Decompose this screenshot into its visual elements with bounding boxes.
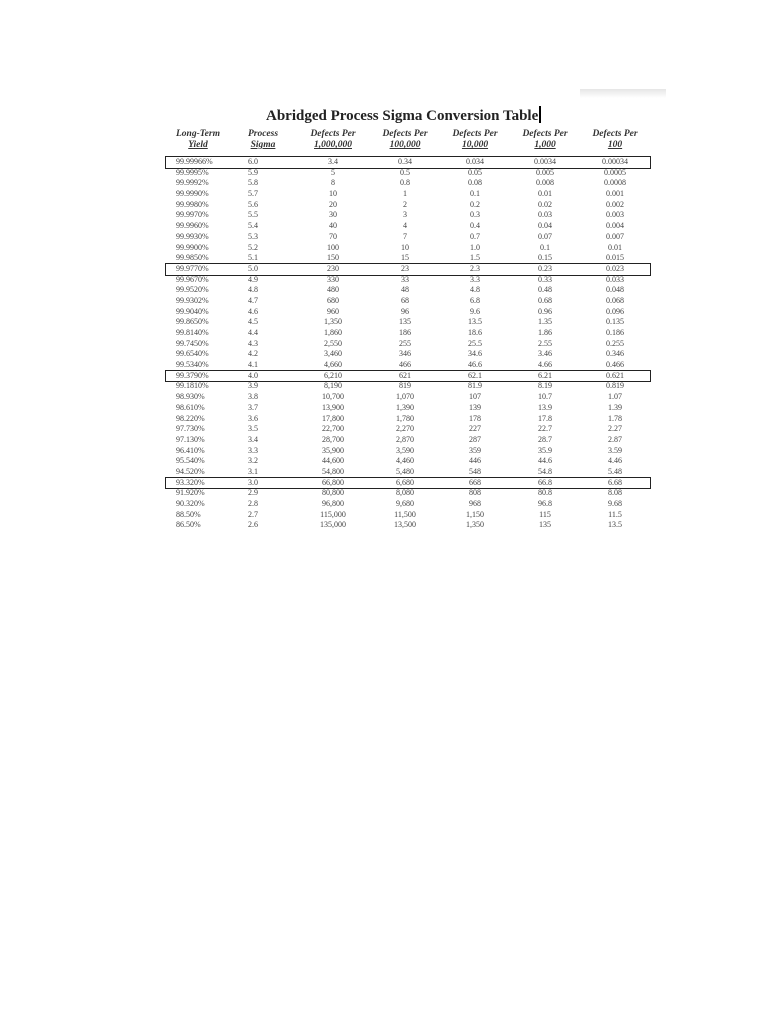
- dp100-cell: 1.39: [608, 402, 622, 412]
- sigma-cell: 4.6: [248, 306, 258, 316]
- dpmo-cell: 96,800: [322, 499, 344, 508]
- page-edge-shadow: [580, 89, 666, 98]
- table-row: [166, 317, 650, 328]
- sigma-cell: 4.5: [248, 317, 258, 327]
- yield-cell: 99.9980%: [176, 199, 209, 209]
- dp100-cell: 8.08: [608, 488, 622, 498]
- sigma-cell: 3.4: [248, 434, 258, 444]
- dp10k-cell: 46.6: [468, 360, 482, 370]
- dp10k-cell: 0.4: [470, 221, 480, 231]
- dp100-cell: 13.5: [608, 520, 622, 530]
- dpmo-cell: 44,600: [322, 456, 344, 466]
- sigma-cell: 6.0: [248, 157, 258, 166]
- dp10k-cell: 359: [469, 445, 481, 455]
- dpmo-cell: 66,800: [322, 477, 344, 487]
- dp10k-cell: 0.034: [466, 157, 484, 166]
- dp100-cell: 0.002: [606, 199, 624, 209]
- dp100k-cell: 1,780: [396, 413, 414, 423]
- dp100-cell: 5.48: [608, 466, 622, 476]
- dpmo-cell: 115,000: [320, 509, 346, 519]
- dp100k-cell: 2,870: [396, 434, 414, 444]
- dp1k-cell: 13.9: [538, 402, 552, 412]
- sigma-cell: 4.2: [248, 349, 258, 359]
- table-row: [166, 168, 650, 179]
- yield-cell: 99.1810%: [176, 381, 209, 391]
- yield-cell: 88.50%: [176, 509, 201, 519]
- table-row: [166, 349, 650, 360]
- dp10k-cell: 0.3: [470, 210, 480, 220]
- text-cursor: [539, 106, 541, 123]
- table-row: [166, 339, 650, 350]
- dpmo-cell: 30: [329, 210, 337, 220]
- table-row: [166, 446, 650, 457]
- dpmo-cell: 960: [327, 306, 339, 316]
- dp100k-cell: 33: [401, 274, 409, 284]
- sigma-conversion-table: [166, 129, 650, 531]
- dp1k-cell: 0.005: [536, 167, 554, 177]
- dp10k-cell: 1.5: [470, 253, 480, 263]
- dp1k-cell: 0.15: [538, 253, 552, 263]
- dp1k-cell: 1.86: [538, 328, 552, 337]
- table-body: [166, 157, 650, 531]
- table-row-highlighted: [166, 371, 650, 382]
- dpmo-cell: 230: [327, 263, 339, 273]
- dp10k-cell: 548: [469, 466, 481, 476]
- dpmo-cell: 8,190: [324, 381, 342, 391]
- yield-cell: 90.320%: [176, 499, 205, 508]
- dp100k-cell: 11,500: [394, 509, 416, 519]
- header-defects-per-10000: Defects Per 10,000: [452, 129, 498, 150]
- dp100-cell: 2.27: [608, 424, 622, 434]
- dp100-cell: 0.003: [606, 210, 624, 220]
- sigma-cell: 5.5: [248, 210, 258, 220]
- dpmo-cell: 4,660: [324, 360, 342, 370]
- dp10k-cell: 2.3: [470, 263, 480, 273]
- dp1k-cell: 0.1: [540, 242, 550, 252]
- table-row: [166, 253, 650, 264]
- dp100-cell: 0.007: [606, 231, 624, 241]
- dp10k-cell: 0.2: [470, 199, 480, 209]
- table-row: [166, 360, 650, 371]
- table-row: [166, 328, 650, 339]
- dp1k-cell: 0.33: [538, 274, 552, 284]
- sigma-cell: 3.2: [248, 456, 258, 466]
- dp10k-cell: 62.1: [468, 370, 482, 380]
- table-row-highlighted: [166, 478, 650, 489]
- dp1k-cell: 0.07: [538, 231, 552, 241]
- dp100-cell: 9.68: [608, 499, 622, 508]
- dp1k-cell: 10.7: [538, 392, 552, 402]
- dp1k-cell: 115: [539, 509, 551, 519]
- dp10k-cell: 808: [469, 488, 481, 498]
- dp10k-cell: 25.5: [468, 338, 482, 348]
- table-row: [166, 189, 650, 200]
- dp1k-cell: 1.35: [538, 317, 552, 327]
- dp100k-cell: 346: [399, 349, 411, 359]
- dp1k-cell: 0.0034: [534, 157, 556, 166]
- yield-cell: 96.410%: [176, 445, 205, 455]
- yield-cell: 99.9670%: [176, 274, 209, 284]
- yield-cell: 99.9970%: [176, 210, 209, 220]
- dp100k-cell: 2,270: [396, 424, 414, 434]
- dp1k-cell: 17.8: [538, 413, 552, 423]
- sigma-cell: 5.0: [248, 263, 258, 273]
- dp100-cell: 0.346: [606, 349, 624, 359]
- yield-cell: 99.9770%: [176, 263, 209, 273]
- yield-cell: 97.130%: [176, 434, 205, 444]
- yield-cell: 97.730%: [176, 424, 205, 434]
- dpmo-cell: 3,460: [324, 349, 342, 359]
- dp100k-cell: 1: [403, 189, 407, 199]
- yield-cell: 93.320%: [176, 477, 205, 487]
- dpmo-cell: 13,900: [322, 402, 344, 412]
- header-defects-per-100000: Defects Per 100,000: [382, 129, 428, 150]
- dp1k-cell: 28.7: [538, 434, 552, 444]
- dp100-cell: 0.00034: [602, 157, 628, 166]
- dp100-cell: 6.68: [608, 477, 622, 487]
- dp10k-cell: 0.05: [468, 167, 482, 177]
- dp10k-cell: 0.7: [470, 231, 480, 241]
- dp100k-cell: 5,480: [396, 466, 414, 476]
- yield-cell: 99.9995%: [176, 167, 209, 177]
- yield-cell: 98.220%: [176, 413, 205, 423]
- dp10k-cell: 1,150: [466, 509, 484, 519]
- sigma-cell: 5.7: [248, 189, 258, 199]
- table-row: [166, 285, 650, 296]
- sigma-cell: 4.4: [248, 328, 258, 337]
- dp1k-cell: 4.66: [538, 360, 552, 370]
- dp10k-cell: 3.3: [470, 274, 480, 284]
- dp100-cell: 0.004: [606, 221, 624, 231]
- sigma-cell: 3.9: [248, 381, 258, 391]
- dp100-cell: 4.46: [608, 456, 622, 466]
- table-row-highlighted: [166, 264, 650, 275]
- table-header-row: [166, 129, 650, 157]
- dp100k-cell: 68: [401, 295, 409, 305]
- dpmo-cell: 2,550: [324, 338, 342, 348]
- dp10k-cell: 0.1: [470, 189, 480, 199]
- dpmo-cell: 40: [329, 221, 337, 231]
- title-text: Abridged Process Sigma Conversion Table: [266, 108, 539, 124]
- dp100-cell: 0.01: [608, 242, 622, 252]
- dpmo-cell: 17,800: [322, 413, 344, 423]
- dp100k-cell: 8,080: [396, 488, 414, 498]
- dpmo-cell: 680: [327, 295, 339, 305]
- header-defects-per-100: Defects Per 100: [592, 129, 638, 150]
- dp100-cell: 0.0005: [604, 167, 626, 177]
- dp100-cell: 1.07: [608, 392, 622, 402]
- dp1k-cell: 0.04: [538, 221, 552, 231]
- dpmo-cell: 20: [329, 199, 337, 209]
- dp100-cell: 0.023: [606, 263, 624, 273]
- dp1k-cell: 3.46: [538, 349, 552, 359]
- dpmo-cell: 6,210: [324, 370, 342, 380]
- dp10k-cell: 4.8: [470, 285, 480, 295]
- dp10k-cell: 1,350: [466, 520, 484, 530]
- dp10k-cell: 446: [469, 456, 481, 466]
- dp100k-cell: 10: [401, 242, 409, 252]
- dp1k-cell: 0.96: [538, 306, 552, 316]
- dp100-cell: 0.255: [606, 338, 624, 348]
- header-defects-per-1000: Defects Per 1,000: [522, 129, 568, 150]
- yield-cell: 91.920%: [176, 488, 205, 498]
- sigma-cell: 3.0: [248, 477, 258, 487]
- header-long-term-yield: Long-Term Yield: [176, 129, 220, 150]
- dp100k-cell: 4: [403, 221, 407, 231]
- table-row: [166, 403, 650, 414]
- dp100k-cell: 3,590: [396, 445, 414, 455]
- dpmo-cell: 5: [331, 167, 335, 177]
- table-row: [166, 414, 650, 425]
- sigma-cell: 2.9: [248, 488, 258, 498]
- dp1k-cell: 0.23: [538, 263, 552, 273]
- dp100k-cell: 0.5: [400, 167, 410, 177]
- dp100k-cell: 48: [401, 285, 409, 295]
- yield-cell: 99.8650%: [176, 317, 209, 327]
- table-row: [166, 488, 650, 499]
- yield-cell: 99.5340%: [176, 360, 209, 370]
- dp10k-cell: 139: [469, 402, 481, 412]
- table-row: [166, 296, 650, 307]
- dp100-cell: 0.001: [606, 189, 624, 199]
- table-row: [166, 275, 650, 286]
- sigma-cell: 3.6: [248, 413, 258, 423]
- dp10k-cell: 18.6: [468, 328, 482, 337]
- dp100-cell: 3.59: [608, 445, 622, 455]
- dp100k-cell: 13,500: [394, 520, 416, 530]
- table-row: [166, 467, 650, 478]
- dpmo-cell: 135,000: [320, 520, 346, 530]
- dp100-cell: 0.621: [606, 370, 624, 380]
- dp1k-cell: 8.19: [538, 381, 552, 391]
- dp100-cell: 0.068: [606, 295, 624, 305]
- dp100-cell: 11.5: [608, 509, 622, 519]
- dp100k-cell: 255: [399, 338, 411, 348]
- dpmo-cell: 1,350: [324, 317, 342, 327]
- sigma-cell: 5.2: [248, 242, 258, 252]
- dp10k-cell: 81.9: [468, 381, 482, 391]
- sigma-cell: 2.8: [248, 499, 258, 508]
- sigma-cell: 2.7: [248, 509, 258, 519]
- dp100k-cell: 2: [403, 199, 407, 209]
- dpmo-cell: 54,800: [322, 466, 344, 476]
- yield-cell: 99.9992%: [176, 178, 209, 188]
- sigma-cell: 5.4: [248, 221, 258, 231]
- table-row: [166, 510, 650, 521]
- dp10k-cell: 178: [469, 413, 481, 423]
- document-title: [266, 106, 541, 125]
- yield-cell: 86.50%: [176, 520, 201, 530]
- dp100k-cell: 0.8: [400, 178, 410, 188]
- dp100k-cell: 3: [403, 210, 407, 220]
- dpmo-cell: 80,800: [322, 488, 344, 498]
- dpmo-cell: 22,700: [322, 424, 344, 434]
- table-row: [166, 456, 650, 467]
- sigma-cell: 5.8: [248, 178, 258, 188]
- yield-cell: 99.7450%: [176, 338, 209, 348]
- dp100k-cell: 7: [403, 231, 407, 241]
- yield-cell: 99.9520%: [176, 285, 209, 295]
- dp100-cell: 0.186: [606, 328, 624, 337]
- dpmo-cell: 100: [327, 242, 339, 252]
- dp100-cell: 2.87: [608, 434, 622, 444]
- table-row: [166, 392, 650, 403]
- dp100k-cell: 186: [399, 328, 411, 337]
- dp1k-cell: 44.6: [538, 456, 552, 466]
- yield-cell: 99.3790%: [176, 370, 209, 380]
- sigma-cell: 3.8: [248, 392, 258, 402]
- dp1k-cell: 6.21: [538, 370, 552, 380]
- table-row: [166, 200, 650, 211]
- dp100-cell: 0.466: [606, 360, 624, 370]
- dp1k-cell: 2.55: [538, 338, 552, 348]
- table-row: [166, 424, 650, 435]
- yield-cell: 99.9900%: [176, 242, 209, 252]
- dpmo-cell: 10,700: [322, 392, 344, 402]
- sigma-cell: 4.8: [248, 285, 258, 295]
- dp100-cell: 0.819: [606, 381, 624, 391]
- table-row: [166, 520, 650, 531]
- dp100k-cell: 466: [399, 360, 411, 370]
- dp10k-cell: 668: [469, 477, 481, 487]
- dp1k-cell: 0.02: [538, 199, 552, 209]
- dp1k-cell: 54.8: [538, 466, 552, 476]
- dpmo-cell: 35,900: [322, 445, 344, 455]
- sigma-cell: 5.9: [248, 167, 258, 177]
- dp10k-cell: 9.6: [470, 306, 480, 316]
- table-row: [166, 221, 650, 232]
- yield-cell: 99.8140%: [176, 328, 209, 337]
- dp100k-cell: 135: [399, 317, 411, 327]
- sigma-cell: 5.1: [248, 253, 258, 263]
- yield-cell: 99.9960%: [176, 221, 209, 231]
- yield-cell: 98.610%: [176, 402, 205, 412]
- table-row: [166, 243, 650, 254]
- dpmo-cell: 8: [331, 178, 335, 188]
- dp100k-cell: 0.34: [398, 157, 412, 166]
- table-row: [166, 435, 650, 446]
- dp1k-cell: 0.48: [538, 285, 552, 295]
- header-process-sigma: Process Sigma: [247, 129, 279, 150]
- dpmo-cell: 70: [329, 231, 337, 241]
- table-row: [166, 210, 650, 221]
- yield-cell: 99.6540%: [176, 349, 209, 359]
- dp100-cell: 0.135: [606, 317, 624, 327]
- dp100-cell: 1.78: [608, 413, 622, 423]
- dp100-cell: 0.015: [606, 253, 624, 263]
- sigma-cell: 5.3: [248, 231, 258, 241]
- sigma-cell: 3.5: [248, 424, 258, 434]
- sigma-cell: 4.3: [248, 338, 258, 348]
- dp1k-cell: 80.8: [538, 488, 552, 498]
- dp1k-cell: 66.8: [538, 477, 552, 487]
- dp10k-cell: 1.0: [470, 242, 480, 252]
- dp100k-cell: 9,680: [396, 499, 414, 508]
- dp1k-cell: 0.68: [538, 295, 552, 305]
- header-defects-per-million: Defects Per 1,000,000: [310, 129, 356, 150]
- yield-cell: 95.540%: [176, 456, 205, 466]
- sigma-cell: 5.6: [248, 199, 258, 209]
- yield-cell: 99.9990%: [176, 189, 209, 199]
- dpmo-cell: 330: [327, 274, 339, 284]
- dp1k-cell: 0.01: [538, 189, 552, 199]
- table-row: [166, 307, 650, 318]
- dp1k-cell: 135: [539, 520, 551, 530]
- dpmo-cell: 10: [329, 189, 337, 199]
- yield-cell: 99.99966%: [176, 157, 213, 166]
- yield-cell: 99.9850%: [176, 253, 209, 263]
- table-row: [166, 499, 650, 510]
- dp100-cell: 0.0008: [604, 178, 626, 188]
- dp10k-cell: 968: [469, 499, 481, 508]
- dp1k-cell: 0.03: [538, 210, 552, 220]
- dp1k-cell: 35.9: [538, 445, 552, 455]
- dp10k-cell: 6.8: [470, 295, 480, 305]
- yield-cell: 99.9302%: [176, 295, 209, 305]
- sigma-cell: 4.1: [248, 360, 258, 370]
- dpmo-cell: 480: [327, 285, 339, 295]
- dp100k-cell: 4,460: [396, 456, 414, 466]
- dp100-cell: 0.048: [606, 285, 624, 295]
- dp100k-cell: 1,390: [396, 402, 414, 412]
- dp10k-cell: 0.08: [468, 178, 482, 188]
- dp10k-cell: 227: [469, 424, 481, 434]
- sigma-cell: 4.9: [248, 274, 258, 284]
- dpmo-cell: 3.4: [328, 157, 338, 166]
- yield-cell: 99.9040%: [176, 306, 209, 316]
- dp10k-cell: 34.6: [468, 349, 482, 359]
- yield-cell: 98.930%: [176, 392, 205, 402]
- dp100k-cell: 23: [401, 263, 409, 273]
- table-row: [166, 232, 650, 243]
- dp100k-cell: 15: [401, 253, 409, 263]
- dpmo-cell: 1,860: [324, 328, 342, 337]
- dp1k-cell: 96.8: [538, 499, 552, 508]
- dp100k-cell: 819: [399, 381, 411, 391]
- dpmo-cell: 150: [327, 253, 339, 263]
- sigma-cell: 3.3: [248, 445, 258, 455]
- table-row-highlighted: [166, 157, 650, 168]
- dp100k-cell: 621: [399, 370, 411, 380]
- sigma-cell: 3.7: [248, 402, 258, 412]
- dp100k-cell: 96: [401, 306, 409, 316]
- dp100k-cell: 1,070: [396, 392, 414, 402]
- table-row: [166, 178, 650, 189]
- dpmo-cell: 28,700: [322, 434, 344, 444]
- table-row: [166, 381, 650, 392]
- sigma-cell: 3.1: [248, 466, 258, 476]
- dp10k-cell: 13.5: [468, 317, 482, 327]
- sigma-cell: 4.0: [248, 370, 258, 380]
- dp1k-cell: 0.008: [536, 178, 554, 188]
- dp100k-cell: 6,680: [396, 477, 414, 487]
- yield-cell: 99.9930%: [176, 231, 209, 241]
- yield-cell: 94.520%: [176, 466, 205, 476]
- dp1k-cell: 22.7: [538, 424, 552, 434]
- dp100-cell: 0.033: [606, 274, 624, 284]
- sigma-cell: 4.7: [248, 295, 258, 305]
- dp10k-cell: 287: [469, 434, 481, 444]
- dp10k-cell: 107: [469, 392, 481, 402]
- dp100-cell: 0.096: [606, 306, 624, 316]
- sigma-cell: 2.6: [248, 520, 258, 530]
